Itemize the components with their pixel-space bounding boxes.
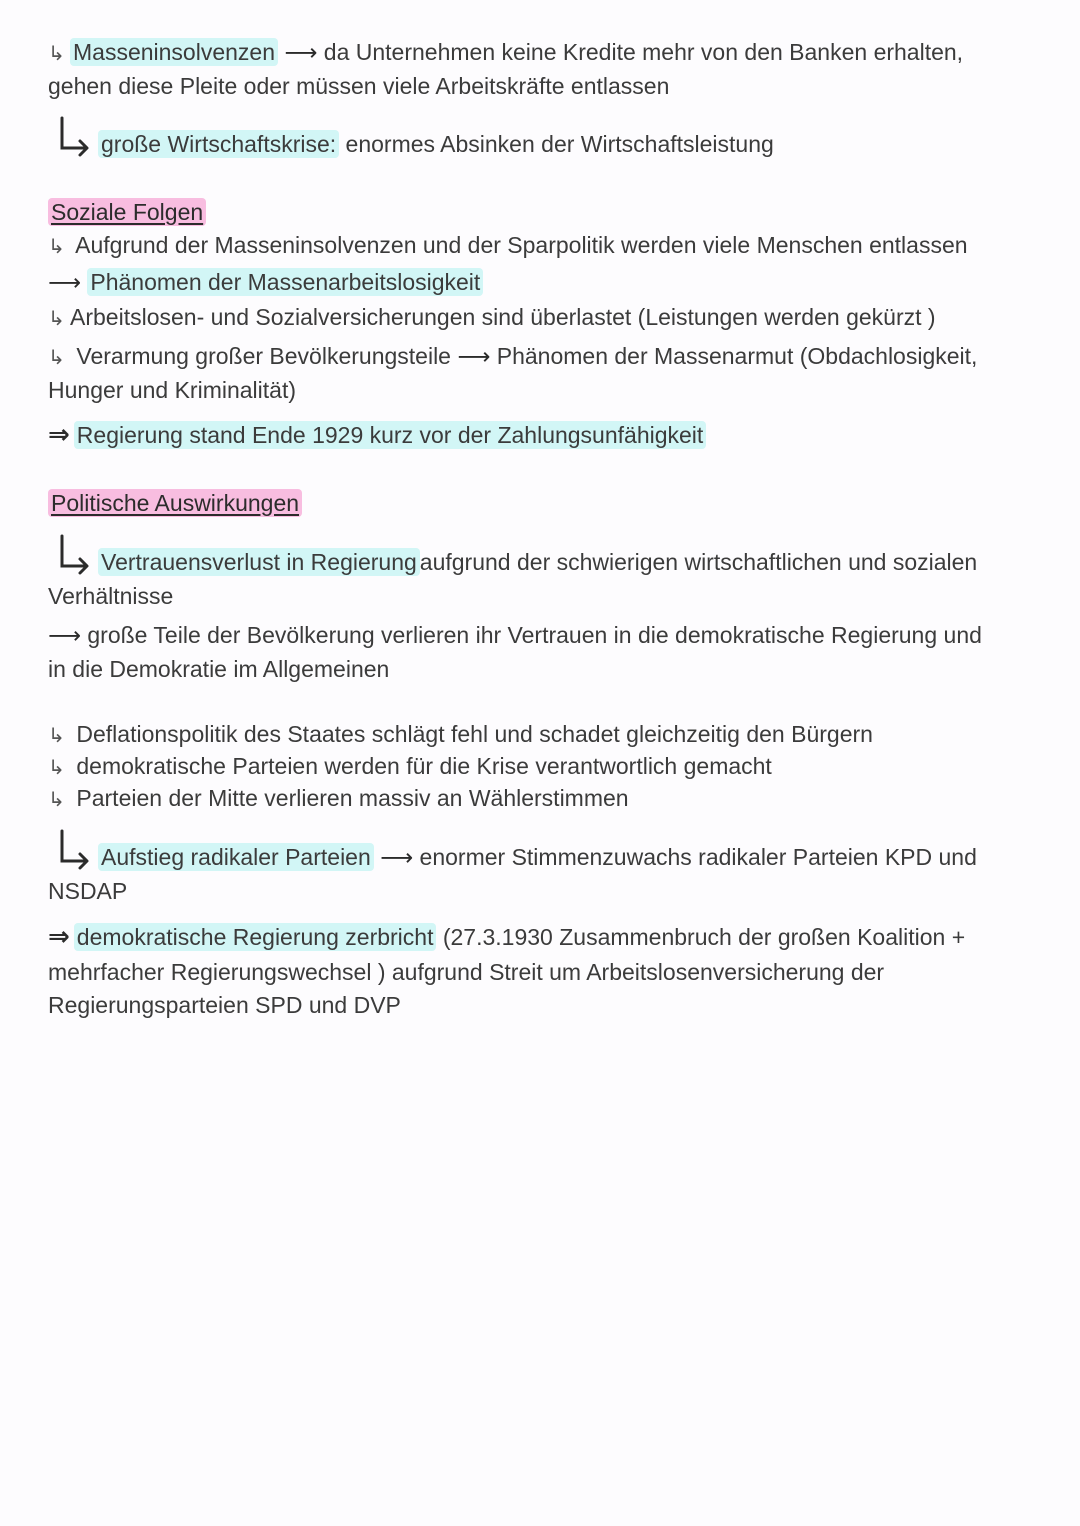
right-arrow-icon: ⟶ <box>48 269 81 295</box>
highlight-wirtschaftskrise: große Wirtschaftskrise: <box>98 130 339 158</box>
section-heading-politische-auswirkungen: Politische Auswirkungen <box>48 488 302 518</box>
politisch-line-9: NSDAP <box>48 878 128 904</box>
large-return-arrow-icon <box>56 837 98 873</box>
double-right-arrow-icon: ⇒ <box>48 419 70 449</box>
soziale-line-3: ↳ Arbeitslosen- und Sozialversicherungen sind überlastet (Leistungen werden gekürzt ) <box>48 302 936 334</box>
politisch-line-4: in die Demokratie im Allgemeinen <box>48 656 390 682</box>
highlight-massenarbeitslosigkeit: Phänomen der Massenarbeitslosigkeit <box>87 268 483 296</box>
politisch-line-5: ↳ Deflationspolitik des Staates schlägt fehl und schadet gleichzeitig den Bürgern <box>48 719 873 751</box>
highlight-zahlungsunfaehigkeit: Regierung stand Ende 1929 kurz vor der Zahlungsunfähigkeit <box>74 421 707 449</box>
highlight-regierung-zerbricht: demokratische Regierung zerbricht <box>74 923 437 951</box>
soziale-line-5: Hunger und Kriminalität) <box>48 377 297 403</box>
politisch-line-12: Regierungsparteien SPD und DVP <box>48 992 401 1018</box>
soziale-line-6 <box>48 419 706 450</box>
highlight-aufstieg-radikaler-parteien: Aufstieg radikaler Parteien <box>98 843 374 871</box>
large-return-arrow-icon <box>56 124 98 160</box>
politisch-line-8: Aufstieg radikaler Parteien ⟶ enormer Stimmenzuwachs radikaler Parteien KPD und <box>56 837 977 873</box>
double-right-arrow-icon: ⇒ <box>48 921 70 951</box>
politisch-line-1: Vertrauensverlust in Regierung aufgrund der schwierigen wirtschaftlichen und sozialen <box>56 542 977 578</box>
return-arrow-icon: ↳ <box>48 725 65 747</box>
return-arrow-icon: ↳ <box>48 236 65 258</box>
section-heading-soziale-folgen: Soziale Folgen <box>48 197 206 227</box>
large-return-arrow-icon <box>56 542 98 578</box>
politisch-line-10: ⇒ demokratische Regierung zerbricht (27.3.1930 Zusammenbruch der großen Koalition + <box>48 921 966 951</box>
insolvency-line <box>48 37 963 69</box>
crisis-line <box>56 124 774 160</box>
right-arrow-icon: ⟶ <box>284 39 318 65</box>
return-arrow-icon: ↳ <box>48 757 65 779</box>
insolvency-text: da Unternehmen keine Kredite mehr von den Banken erhalten, <box>323 39 964 65</box>
highlight-vertrauensverlust: Vertrauensverlust in Regierung <box>98 548 420 576</box>
politisch-line-7: ↳ Parteien der Mitte verlieren massiv an Wählerstimmen <box>48 783 629 815</box>
return-arrow-icon: ↳ <box>48 789 65 811</box>
right-arrow-icon: ⟶ <box>380 844 414 870</box>
politisch-line-11: mehrfacher Regierungswechsel ) aufgrund Streit um Arbeitslosenversicherung der <box>48 959 885 985</box>
return-arrow-icon: ↳ <box>48 347 65 369</box>
highlight-masseninsolvenzen: Masseninsolvenzen <box>70 38 278 66</box>
soziale-line-1: ↳ Aufgrund der Masseninsolvenzen und der Sparpolitik werden viele Menschen entlassen <box>48 230 968 262</box>
return-arrow-icon: ↳ <box>48 308 65 330</box>
politisch-line-3: ⟶ große Teile der Bevölkerung verlieren ihr Vertrauen in die demokratische Regierung und <box>48 622 982 648</box>
soziale-line-2 <box>48 267 483 297</box>
soziale-line-4: ↳ Verarmung großer Bevölkerungsteile ⟶ Phänomen der Massenarmut (Obdachlosigkeit, <box>48 341 977 373</box>
insolvency-line-2: gehen diese Pleite oder müssen viele Arbeitskräfte entlassen <box>48 73 670 99</box>
crisis-text: enormes Absinken der Wirtschaftsleistung <box>345 131 774 157</box>
politisch-line-2: Verhältnisse <box>48 583 174 609</box>
return-arrow-icon: ↳ <box>48 43 65 65</box>
right-arrow-icon: ⟶ <box>48 622 81 648</box>
right-arrow-icon: ⟶ <box>457 343 491 369</box>
politisch-line-6: ↳ demokratische Parteien werden für die Krise verantwortlich gemacht <box>48 751 772 783</box>
